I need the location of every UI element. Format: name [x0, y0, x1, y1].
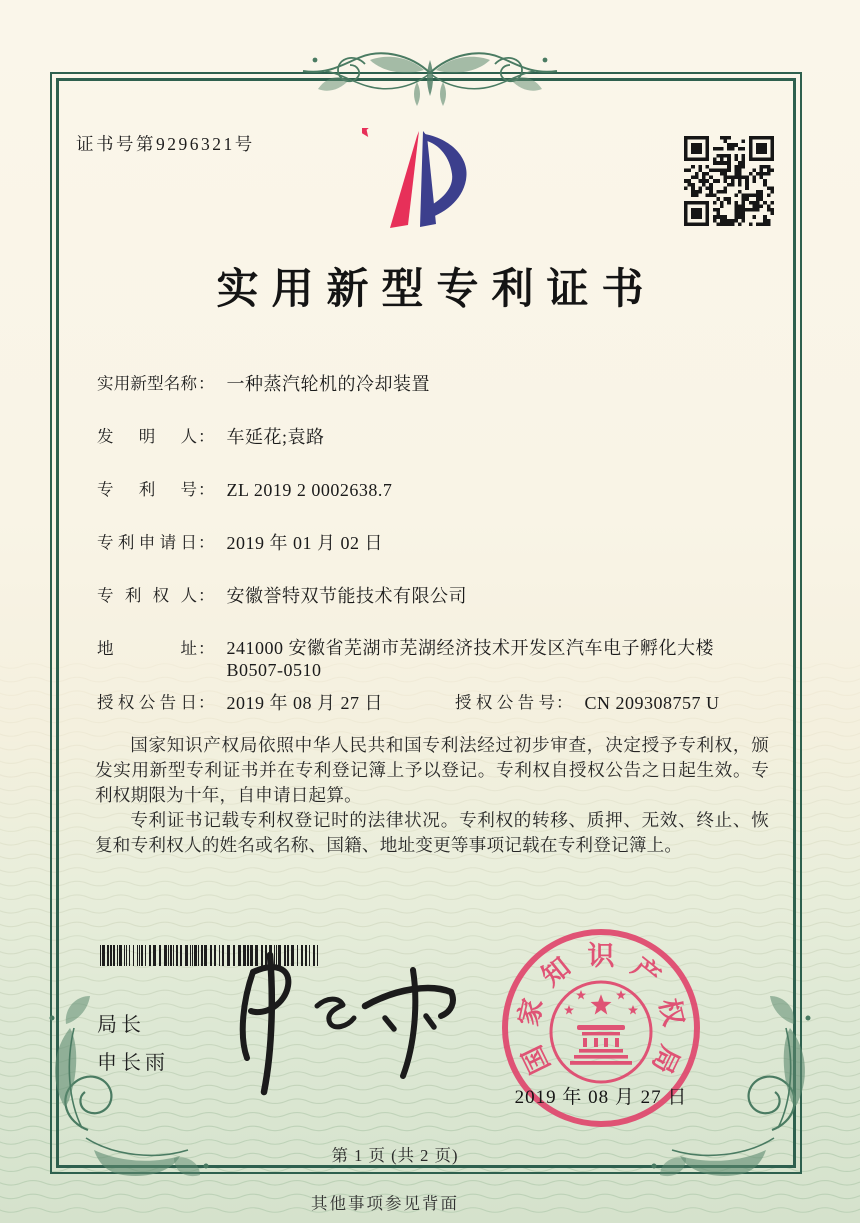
- commissioner-title: 局长: [97, 1014, 145, 1036]
- seal-date: 2019 年 08 月 27 日: [514, 1087, 688, 1108]
- field-label: 授权公告号: [455, 693, 555, 712]
- field-row-inventor: 发明人 ： 车延花;袁路: [97, 427, 325, 447]
- field-label: 专利申请日: [97, 533, 197, 552]
- commissioner-signature: [213, 950, 461, 1102]
- svg-text:识: 识: [587, 941, 615, 971]
- field-value: 安徽誉特双节能技术有限公司: [226, 586, 467, 606]
- field-row-address: 地址 ： 241000 安徽省芜湖市芜湖经济技术开发区汽车电子孵化大楼 B0507-0510: [97, 637, 787, 681]
- field-value: ZL 2019 2 0002638.7: [226, 480, 393, 500]
- field-row-grant: 授权公告日 ： 2019 年 08 月 27 日 授权公告号 ： CN 209308757 U: [97, 693, 720, 713]
- commissioner-name: 申长雨: [97, 1052, 169, 1074]
- svg-text:权: 权: [653, 995, 689, 1029]
- legal-paragraph-2: 专利证书记载专利权登记时的法律状况。专利权的转移、质押、无效、终止、恢复和专利权人的姓名或名称、国籍、地址变更等事项记载在专利登记簿上。: [95, 810, 769, 855]
- field-row-name: 实用新型名称 ： 一种蒸汽轮机的冷却装置: [97, 374, 430, 394]
- svg-text:知: 知: [536, 951, 576, 992]
- certificate-number: 证书号第9296321号: [76, 134, 255, 154]
- svg-text:局: 局: [646, 1040, 686, 1079]
- field-row-filing-date: 专利申请日 ： 2019 年 01 月 02 日: [97, 533, 383, 553]
- svg-text:家: 家: [513, 995, 549, 1029]
- cnipa-logo-icon: [362, 128, 482, 248]
- patent-fields: [97, 372, 787, 744]
- legal-paragraph-1: 国家知识产权局依照中华人民共和国专利法经过初步审查，决定授予专利权，颁发实用新型专利证书并在专利登记簿上予以登记。专利权自授权公告之日起生效。专利权期限为十年，自申请日起算。: [95, 735, 769, 805]
- field-label: 授权公告日: [97, 693, 197, 712]
- field-value: 2019 年 01 月 02 日: [226, 533, 383, 553]
- certificate-title: 实用新型专利证书: [216, 267, 657, 313]
- field-value: CN 209308757 U: [584, 693, 720, 713]
- svg-text:国: 国: [516, 1040, 556, 1079]
- field-label: 发明人: [97, 427, 197, 446]
- border-ornament-top-icon: [295, 40, 565, 126]
- national-emblem-icon: [551, 982, 651, 1082]
- field-label: 专利号: [97, 480, 197, 499]
- field-label: 专利权人: [97, 586, 197, 605]
- grant-number-pair: 授权公告号 ： CN 209308757 U: [455, 693, 720, 713]
- svg-text:产: 产: [626, 951, 666, 992]
- field-value: 车延花;袁路: [226, 427, 325, 447]
- field-value: 2019 年 08 月 27 日: [226, 693, 383, 713]
- legal-text: [95, 733, 769, 858]
- field-row-patentee: 专利权人 ： 安徽誉特双节能技术有限公司: [97, 586, 467, 606]
- field-row-patent-number: 专利号 ： ZL 2019 2 0002638.7: [97, 480, 393, 500]
- field-value: 一种蒸汽轮机的冷却装置: [226, 374, 430, 394]
- field-label: 实用新型名称: [97, 374, 197, 393]
- page-number: 第 1 页 (共 2 页): [331, 1146, 459, 1165]
- field-value: 241000 安徽省芜湖市芜湖经济技术开发区汽车电子孵化大楼 B0507-0510: [226, 638, 714, 680]
- field-label: 地址: [97, 639, 197, 658]
- qr-code: [684, 136, 774, 226]
- back-side-note: 其他事项参见背面: [311, 1194, 459, 1213]
